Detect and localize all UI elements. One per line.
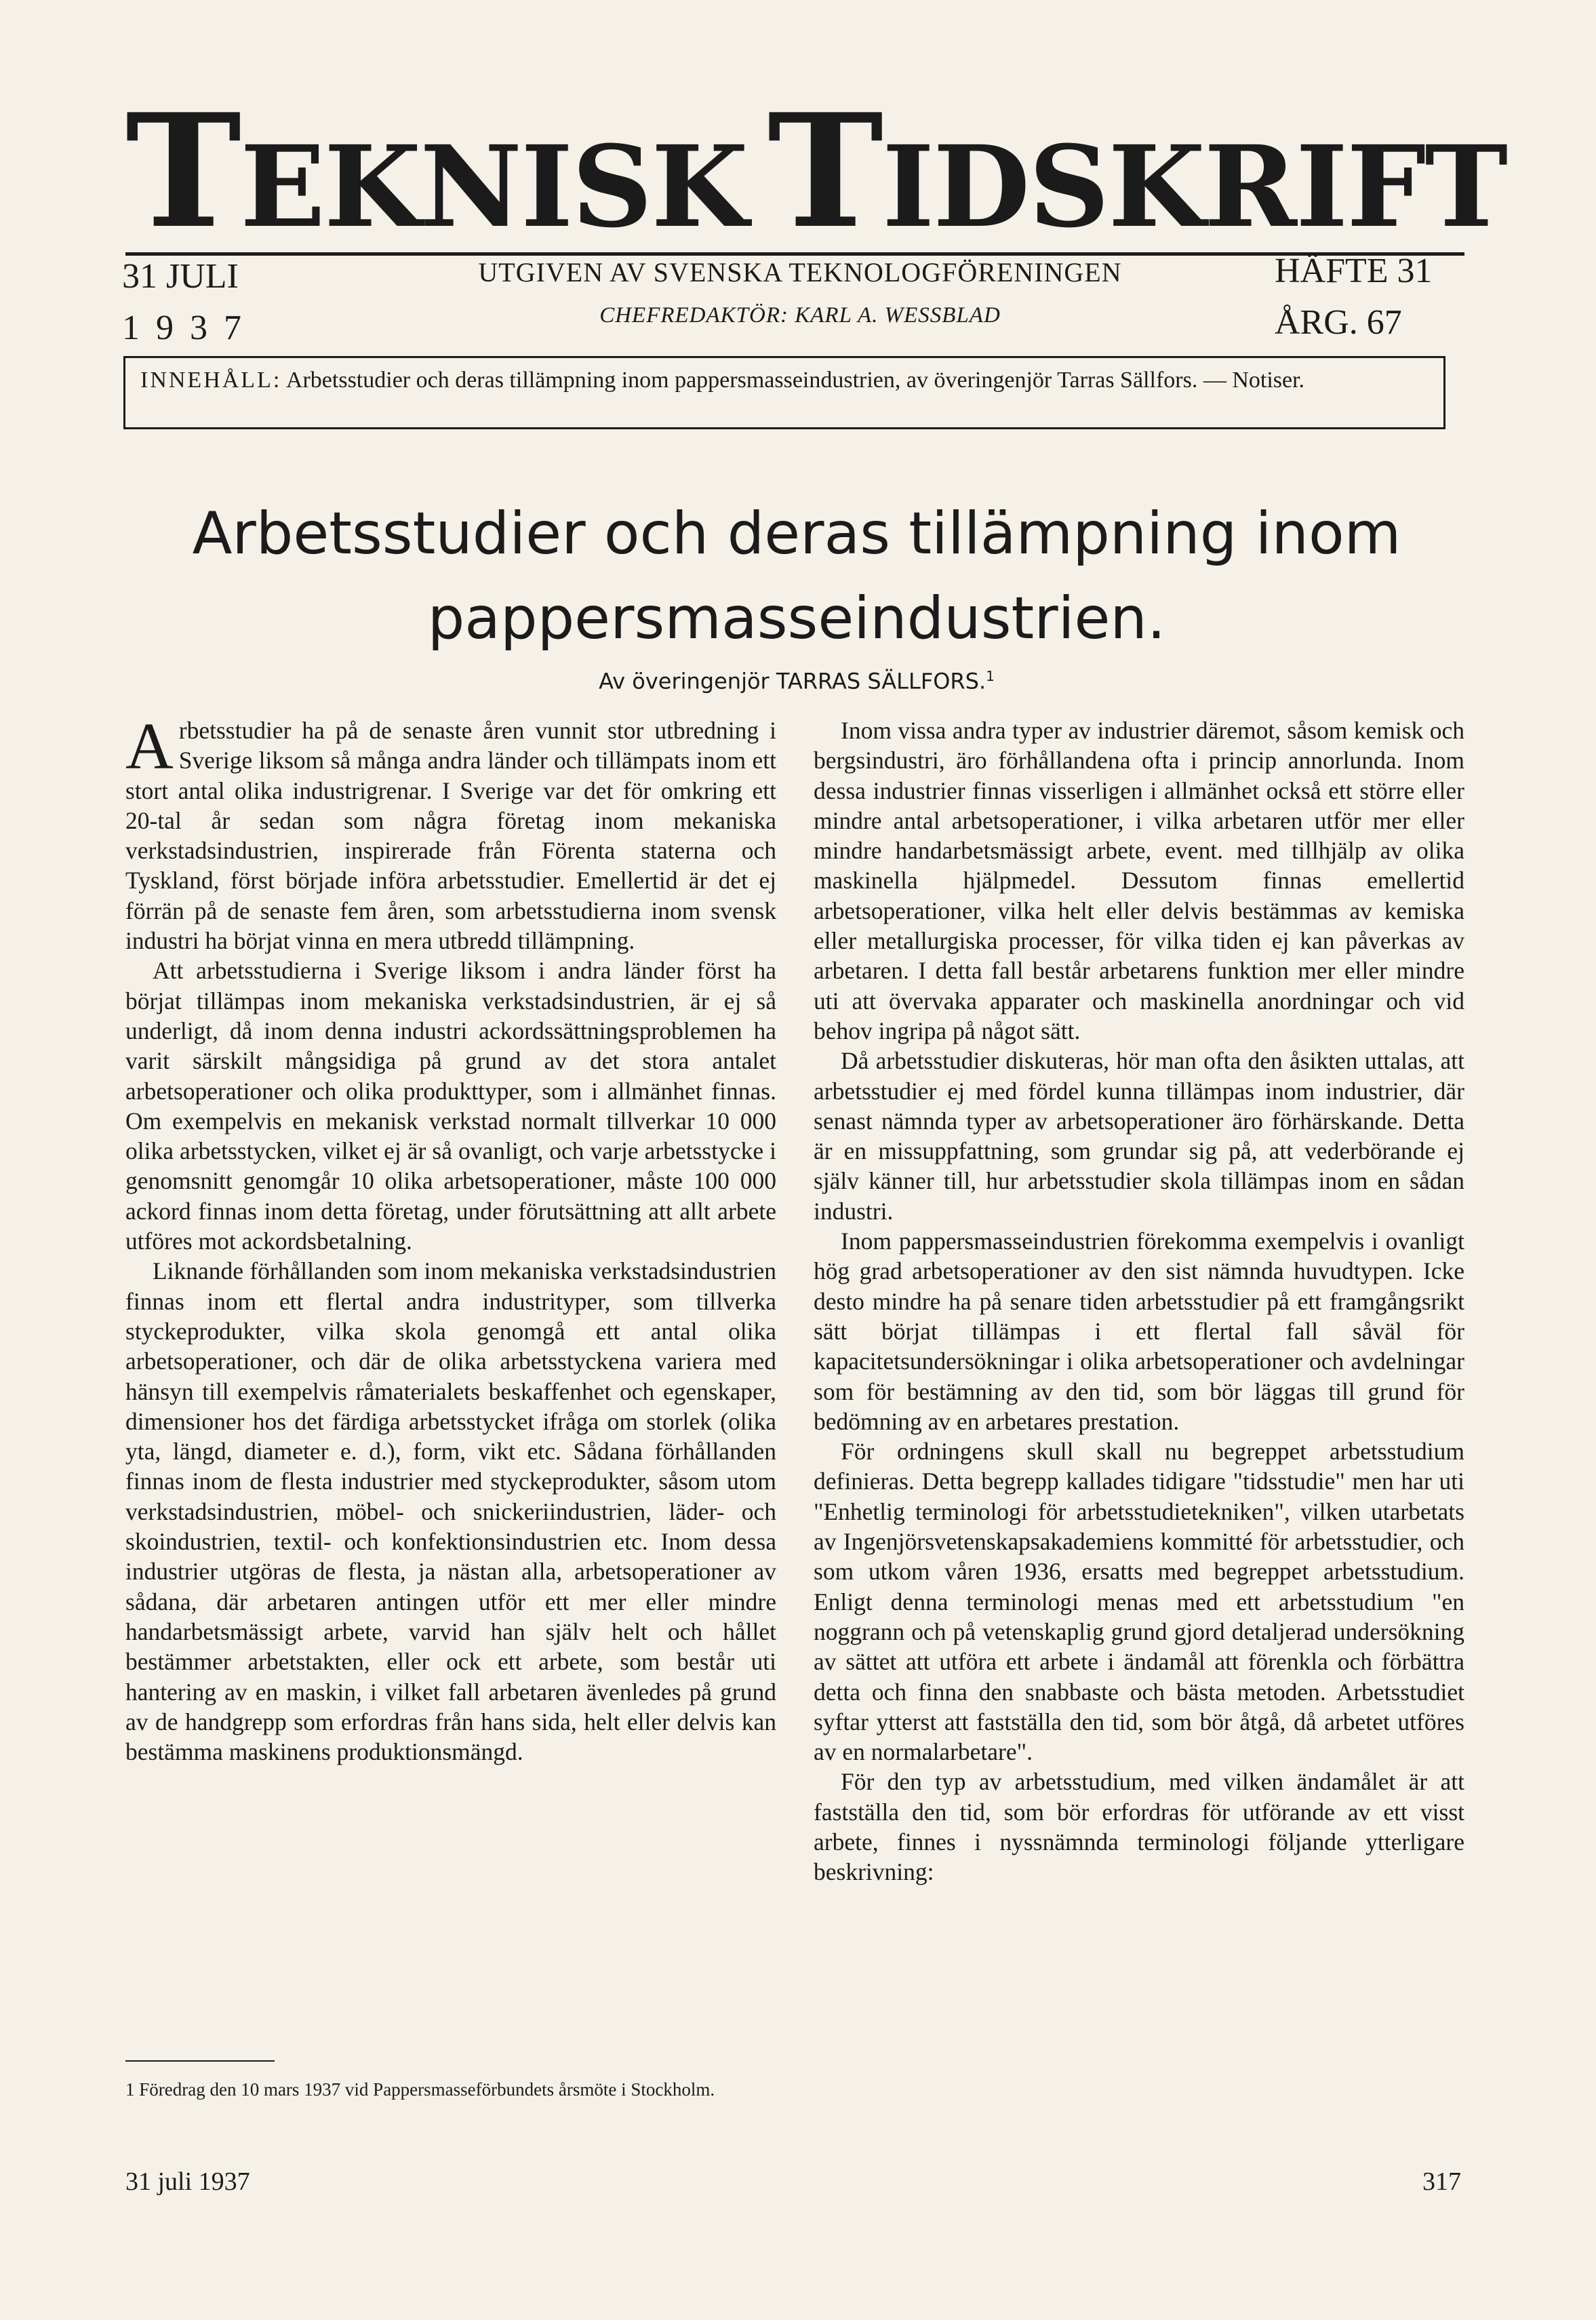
paragraph: Inom pappersmasseindustrien förekomma exempelvis i ovanligt hög grad arbetsoperationer av den sist nämnda huvudtypen. Icke desto mindre ha på senare tiden arbetsstudier på ett framgångsrikt sätt börjat tillämpas i ett flertal fall såväl för kapacitetsundersökningar i olika arbetsoperationer och avdelningar som för bestämning av den tid, som bör läggas till grund för bedömning av en arbetares prestation. (814, 1227, 1464, 1435)
footnote-rule (125, 2060, 275, 2062)
paragraph: För ordningens skull skall nu begreppet arbetsstudium definieras. Detta begrepp kallades tidigare "tidsstudie" men har uti "Enhetlig terminologi för arbetsstudietekniken", vilken utarbetats av Ingenjörsvetenskapsakademiens kommitté för arbetsstudier, och som utkom våren 1936, ersatts med begreppet arbetsstudium. Enligt denna terminologi menas med ett arbetsstudium "en noggrann och på vetenskaplig grund gjord detaljerad undersökning av sättet att utföra ett arbete i ändamål att förenkla och förbättra detta och finna den snabbaste och bästa metoden. Arbetsstudiet syftar ytterst att fastställa den tid, som bör åtgå, då arbetet utföres av en normalarbetare". (814, 1438, 1464, 1766)
paragraph: Inom vissa andra typer av industrier däremot, såsom kemisk och bergsindustri, äro förhållandena ofta i princip annorlunda. Inom dessa industrier finnas visserligen i allmänhet också ett större eller mindre antal arbetsoperationer, i vilka arbetaren utför mer eller mindre handarbetsmässigt arbete, event. med tillhjälp av olika maskinella hjälpmedel. Dessutom finnas emellertid arbetsoperationer, vilka helt eller delvis bestämmas av kemiska eller metallurgiska processer, för vilka tiden ej kan påverkas av arbetaren. I detta fall består arbetarens funktion mer eller mindre uti att övervaka apparater och maskinella anordningar och vid behov ingripa på något sätt. (814, 717, 1464, 1044)
issue-year: 1937 (122, 309, 258, 347)
publisher-block (427, 256, 1173, 328)
issue-number-block (1275, 245, 1433, 349)
paragraph: Att arbetsstudierna i Sverige liksom i andra länder först ha börjat tillämpas inom mekaniska verkstadsindustrien, är ej så underligt, då inom denna industri ackordssättningsproblemen ha varit särskilt mångsidiga på grund av det stora antalet arbetsoperationer och olika produkttyper, som i allmänhet finnas. Om exempelvis en mekanisk verkstad normalt tillverkar 10 000 olika arbetsstycken, vilket ej är så ovanligt, och varje arbetsstycke i genomsnitt genomgår 10 olika arbetsoperationer, måste 100 000 ackord finnas inom detta företag, under förutsättning att allt arbete utföres mot ackordsbetalning. (125, 957, 776, 1255)
footnote-marker: 1 (986, 668, 995, 684)
article-title-line-1: Arbetsstudier och deras tillämpning inom (192, 500, 1401, 568)
masthead-initial-1: T (125, 80, 241, 263)
byline-text: Av överingenjör TARRAS SÄLLFORS. (599, 668, 986, 694)
volume-number: ÅRG. 67 (1275, 303, 1402, 342)
publisher-line: UTGIVEN AV SVENSKA TEKNOLOGFÖRENINGEN (478, 257, 1122, 288)
paragraph: Då arbetsstudier diskuteras, hör man ofta den åsikten uttalas, att arbetsstudier ej med fördel kunna tillämpas inom industrier, där senast nämnda typer av arbetsoperationer äro förhärskande. Detta är en missuppfattning, som grundar sig på, att vederbörande ej själv känner till, hur arbetsstudier skola tillämpas inom en sådan industri. (814, 1047, 1464, 1225)
contents-text: Arbetsstudier och deras tillämpning inom pappersmasseindustrien, av överingenjör Tarras Sällfors. — Notiser. (285, 368, 1305, 393)
issue-date-block (122, 251, 258, 354)
paragraph (125, 710, 776, 956)
masthead-word-1: EKNISK (240, 121, 747, 252)
drop-cap: A (125, 710, 174, 783)
paragraph: Liknande förhållanden som inom mekaniska verkstadsindustrien finnas inom ett flertal andra industrityper, som tillverka styckeprodukter, vilka skola genomgå ett antal olika arbetsoperationer, och där de olika arbetsstyckena variera med hänsyn till exempelvis råmaterialets beskaffenhet och egenskaper, dimensioner hos det färdiga arbetsstycket ifråga om storlek (olika yta, längd, diameter e. d.), form, vikt etc. Sådana förhållanden finnas inom de flesta industrier med styckeprodukter, såsom utom verkstadsindustrien, möbel- och snickeriindustrien, läder- och skoindustrien, textil- och konfektionsindustrien etc. Inom dessa industrier utgöras de flesta, ja nästan alla, arbetsoperationer av sådana, där arbetaren antingen utför ett mer eller mindre handarbetsmässigt arbete, varvid han själv helt och hållet bestämmer arbetstakten, eller ock ett arbete, som består uti hantering av en maskin, i vilket fall arbetaren ävenledes på grund av de handgrepp som erfordras från hans sida, helt eller delvis kan bestämma maskinens produktionsmängd. (125, 1257, 776, 1766)
contents-label: INNEHÅLL: (140, 368, 282, 393)
footnote: 1 Föredrag den 10 mars 1937 vid Pappersmasseförbundets årsmöte i Stockholm. (125, 2079, 715, 2100)
masthead-title (125, 80, 1507, 263)
issue-date: 31 JULI (122, 257, 239, 296)
footer-date: 31 juli 1937 (125, 2167, 250, 2196)
article-title-line-2: pappersmasseindustrien. (427, 585, 1166, 652)
article-byline (203, 668, 1390, 694)
article-column-right (814, 715, 1464, 1887)
issue-number: HÄFTE 31 (1275, 252, 1433, 290)
contents-box (123, 356, 1445, 429)
page-number: 317 (1422, 2167, 1461, 2196)
article-column-left (125, 710, 776, 1767)
masthead-initial-2: T (767, 80, 883, 263)
chief-editor-line: CHEFREDAKTÖR: KARL A. WESSBLAD (599, 303, 1001, 328)
paragraph-text: rbetsstudier ha på de senaste åren vunnit stor utbredning i Sverige liksom så många andra länder och tillämpats inom ett stort antal olika industrigrenar. I Sverige var det för omkring ett 20-tal år sedan som några företag inom mekaniska verkstadsindustrien, inspirerade från Förenta staterna och Tyskland, först började införa arbetsstudier. Emellertid är det ej förrän på de senaste fem åren, som arbetsstudierna inom svensk industri ha börjat vinna en mera utbredd tillämpning. (125, 717, 776, 955)
masthead-word-2: IDSKRIFT (882, 121, 1507, 252)
article-title (102, 492, 1492, 661)
paragraph: För den typ av arbetsstudium, med vilken ändamålet är att fastställa den tid, som bör erfordras för utförande av ett visst arbete, finnes i nyssnämnda terminologi följande ytterligare beskrivning: (814, 1768, 1464, 1886)
